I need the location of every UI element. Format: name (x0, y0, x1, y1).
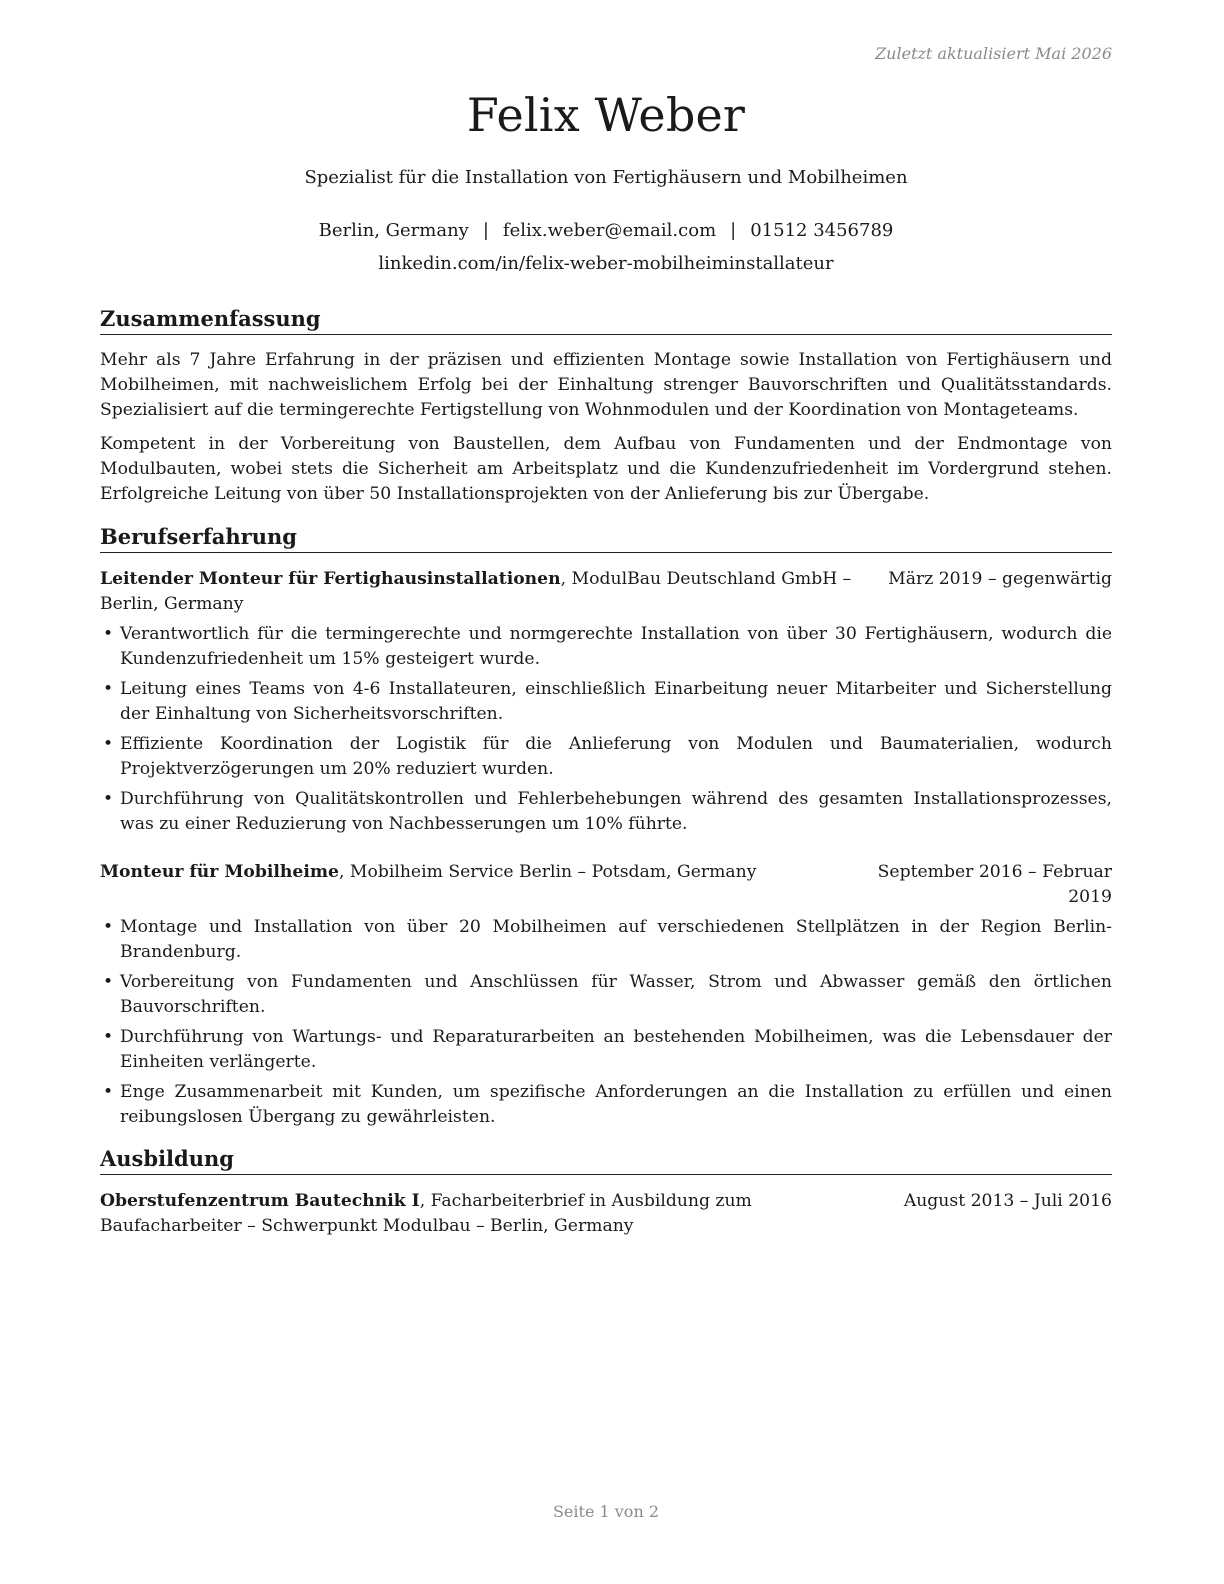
education-entry (100, 1189, 1112, 1239)
candidate-name: Felix Weber (466, 88, 746, 142)
contact-separator: | (482, 220, 489, 241)
section-title-education: Ausbildung (100, 1145, 1112, 1175)
school-name: Oberstufenzentrum Bautechnik I (100, 1191, 420, 1211)
linkedin-link[interactable]: linkedin.com/in/felix-weber-mobilheiminstallateur (378, 253, 834, 274)
page-number: Seite 1 von 2 (552, 1502, 660, 1521)
location-text: Berlin, Germany (318, 220, 469, 241)
education-line (100, 1189, 892, 1239)
list-item: • Durchführung von Wartungs- und Reparaturarbeiten an bestehenden Mobilheimen, was die Lebensdauer der Einheiten verlängerte. (103, 1027, 1112, 1072)
resume-page (100, 0, 1112, 1584)
list-item: • Effiziente Koordination der Logistik für die Anlieferung von Modulen und Baumaterialien, wodurch Projektverzögerungen um 20% reduziert wurden. (103, 734, 1112, 779)
list-item: • Montage und Installation von über 20 Mobilheimen auf verschiedenen Stellplätzen in der Region Berlin-Brandenburg. (103, 917, 1112, 962)
summary-paragraph: Mehr als 7 Jahre Erfahrung in der präzisen und effizienten Montage sowie Installation von Fertighäusern und Mobilheimen, mit nachweislichem Erfolg bei der Einhaltung strenger Bauvorschriften und Qualitätsstandards. Spezialisiert auf die termingerechte Fertigstellung von Wohnmodulen und der Koordination von Montageteams. (100, 350, 1112, 420)
candidate-headline: Spezialist für die Installation von Fertighäusern und Mobilheimen (304, 167, 908, 188)
last-updated-note: Zuletzt aktualisiert Mai 2026 (875, 44, 1112, 63)
job-bullet-list (100, 622, 1112, 837)
degree-text: , Facharbeiterbrief in Ausbildung zum Baufacharbeiter – Schwerpunkt Modulbau – Berlin, Germany (100, 1191, 752, 1236)
job-title-line (100, 567, 876, 617)
list-item: • Durchführung von Qualitätskontrollen und Fehlerbehebungen während des gesamten Installationsprozesses, was zu einer Reduzierung von Nachbesserungen um 10% führte. (103, 789, 1112, 834)
job-company: , ModulBau Deutschland GmbH – Berlin, Germany (100, 569, 852, 614)
education-dates: August 2013 – Juli 2016 (903, 1191, 1112, 1211)
list-item: • Vorbereitung von Fundamenten und Anschlüssen für Wasser, Strom und Abwasser gemäß den örtlichen Bauvorschriften. (103, 972, 1112, 1017)
experience-section (100, 523, 1112, 1135)
list-item: • Leitung eines Teams von 4-6 Installateuren, einschließlich Einarbeitung neuer Mitarbeiter und Sicherstellung der Einhaltung von Sicherheitsvorschriften. (103, 679, 1112, 724)
education-section (100, 1145, 1112, 1239)
job-dates: März 2019 – gegenwärtig (888, 569, 1112, 589)
email-link[interactable]: felix.weber@email.com (502, 220, 717, 241)
contact-line (100, 220, 1112, 241)
job-role: Leitender Monteur für Fertighausinstallationen (100, 569, 561, 589)
section-title-experience: Berufserfahrung (100, 523, 1112, 553)
job-title-line (100, 860, 860, 910)
list-item: • Enge Zusammenarbeit mit Kunden, um spezifische Anforderungen an die Installation zu erfüllen und einen reibungslosen Übergang zu gewährleisten. (103, 1082, 1112, 1127)
job-header (100, 567, 1112, 617)
section-title-summary: Zusammenfassung (100, 305, 1112, 335)
summary-section (100, 305, 1112, 507)
job-role: Monteur für Mobilheime (100, 862, 339, 882)
job-header (100, 860, 1112, 910)
list-item: • Verantwortlich für die termingerechte und normgerechte Installation von über 30 Fertighäusern, wodurch die Kundenzufriedenheit um 15% gesteigert wurde. (103, 624, 1112, 669)
summary-paragraph: Kompetent in der Vorbereitung von Baustellen, dem Aufbau von Fundamenten und der Endmontage von Modulbauten, wobei stets die Sicherheit am Arbeitsplatz und die Kundenzufriedenheit im Vordergrund stehen. Erfolgreiche Leitung von über 50 Installationsprojekten von der Anlieferung bis zur Übergabe. (100, 434, 1112, 504)
job-bullet-list (100, 915, 1112, 1130)
contact-separator: | (730, 220, 737, 241)
job-dates: September 2016 – Februar 2019 (877, 862, 1112, 907)
job-company: , Mobilheim Service Berlin – Potsdam, Germany (338, 862, 757, 882)
phone-text: 01512 3456789 (750, 220, 894, 241)
